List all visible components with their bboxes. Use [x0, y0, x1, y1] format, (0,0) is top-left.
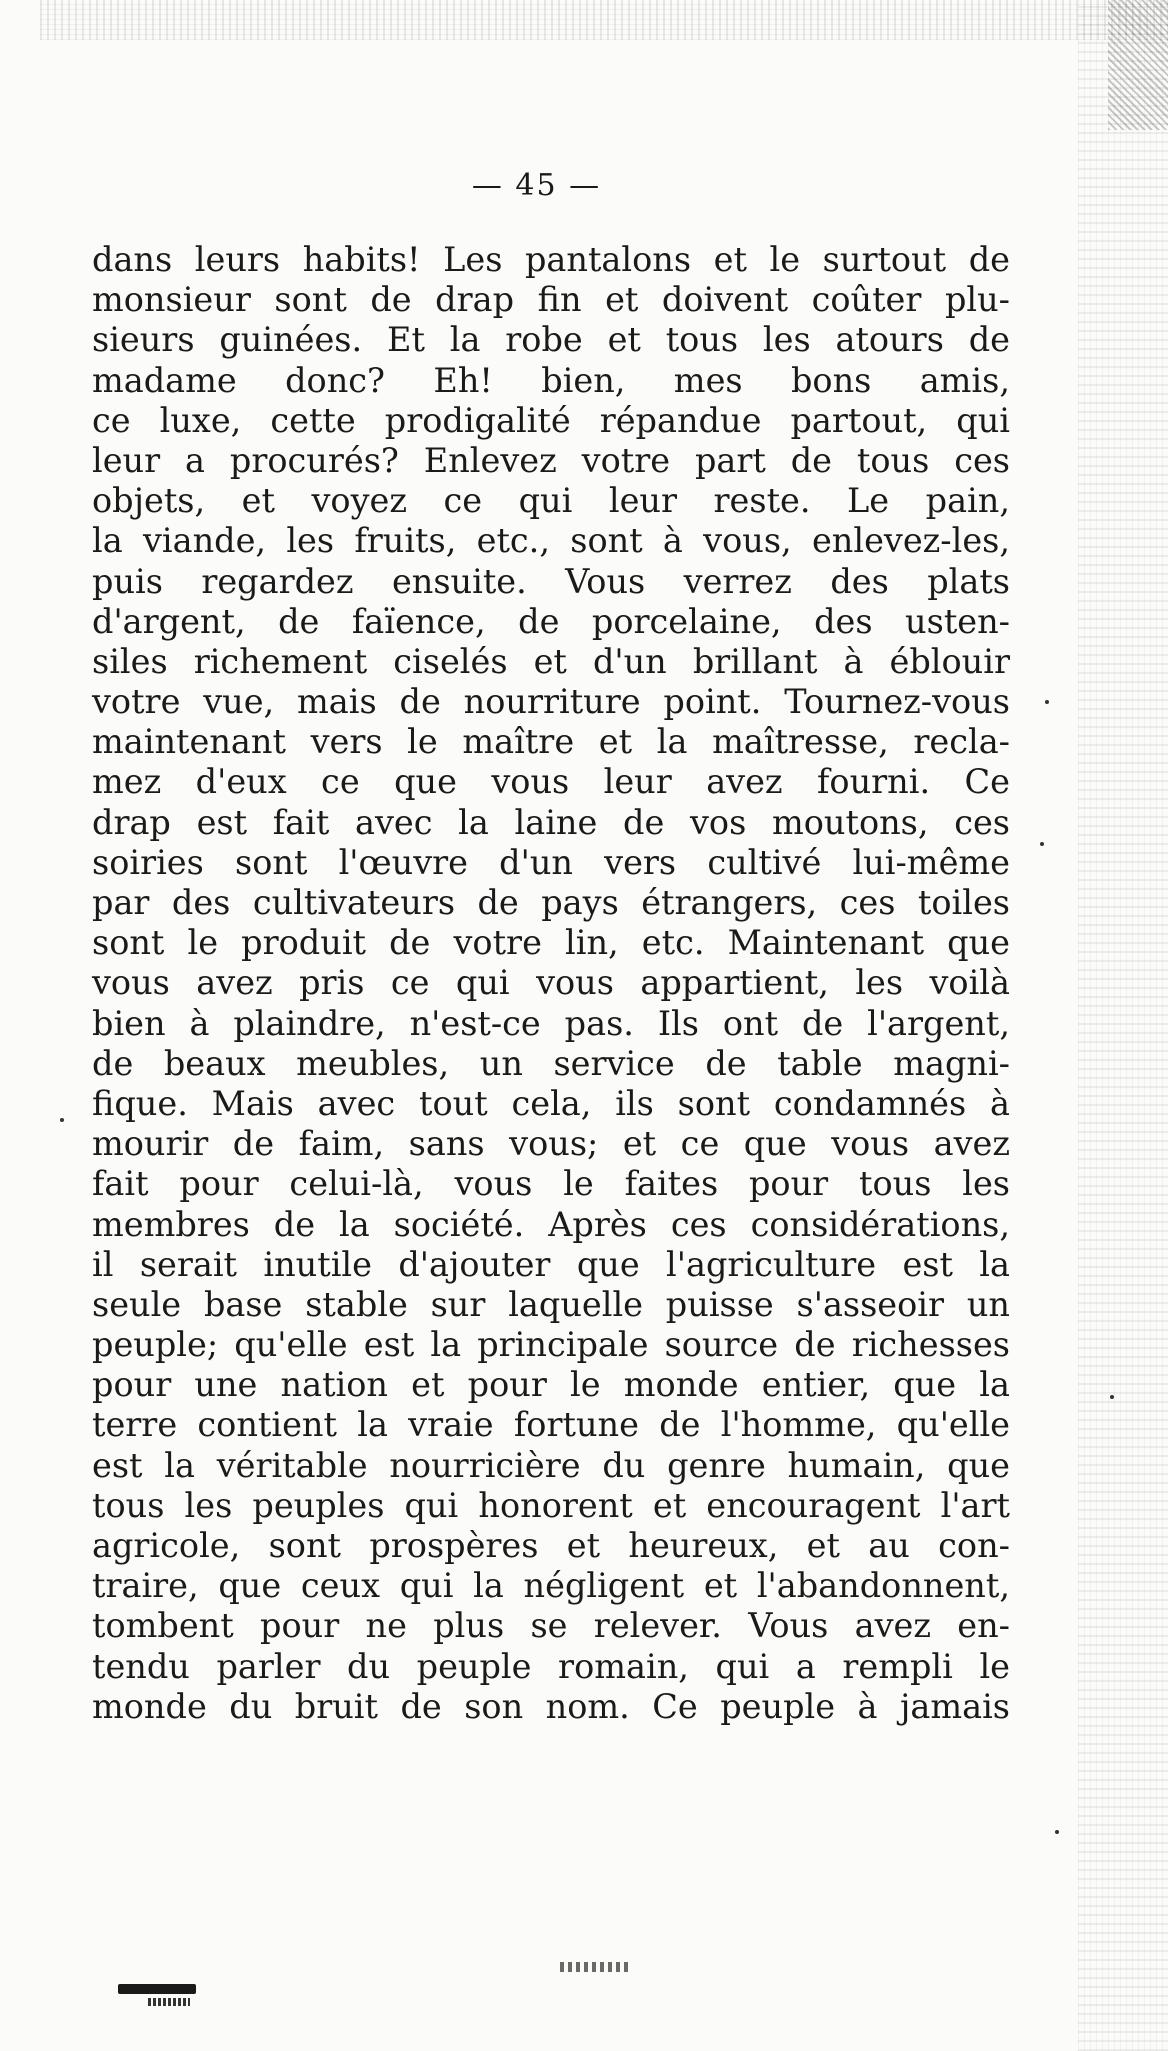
text-line: d'argent, de faïence, de porcelaine, des usten- [92, 601, 1010, 641]
printer-mark [118, 1984, 196, 1994]
text-line: il serait inutile d'ajouter que l'agriculture est la [92, 1244, 1010, 1284]
text-line: siles richement ciselés et d'un brillant à éblouir [92, 641, 1010, 681]
text-line: dans leurs habits! Les pantalons et le surtout de [92, 240, 1010, 279]
text-line: leur a procurés? Enlevez votre part de tous ces [92, 440, 1010, 480]
text-line: mourir de faim, sans vous; et ce que vous avez [92, 1124, 1010, 1164]
speck [1110, 1395, 1114, 1399]
text-line: soiries sont l'œuvre d'un vers cultivé lui-même [92, 842, 1010, 882]
text-line: tous les peuples qui honorent et encouragent l'art [92, 1485, 1010, 1525]
text-line: drap est fait avec la laine de vos moutons, ces [92, 802, 1010, 842]
text-line: maintenant vers le maître et la maîtresse, recla- [92, 722, 1010, 762]
text-line: tombent pour ne plus se relever. Vous avez en- [92, 1606, 1010, 1646]
text-line: agricole, sont prospères et heureux, et au con- [92, 1526, 1010, 1565]
text-line: monsieur sont de drap fin et doivent coûter plu- [92, 280, 1010, 320]
text-line: puis regardez ensuite. Vous verrez des plats [92, 561, 1010, 601]
text-line: est la véritable nourricière du genre humain, que [92, 1445, 1010, 1485]
text-line: sieurs guinées. Et la robe et tous les atours de [92, 320, 1010, 360]
body-text [92, 240, 1010, 1727]
text-line: mez d'eux ce que vous leur avez fourni. Ce [92, 762, 1010, 802]
scan-noise-right [1078, 0, 1168, 2051]
text-line: par des cultivateurs de pays étrangers, ces toiles [92, 883, 1010, 922]
text-line: peuple; qu'elle est la principale source de richesses [92, 1325, 1010, 1365]
text-line: fait pour celui-là, vous le faites pour tous les [92, 1164, 1010, 1204]
text-line: membres de la société. Après ces considérations, [92, 1204, 1010, 1244]
text-line: la viande, les fruits, etc., sont à vous, enlevez-les, [92, 521, 1010, 561]
text-line: vous avez pris ce qui vous appartient, les voilà [92, 963, 1010, 1003]
speck [60, 1118, 64, 1122]
text-line: terre contient la vraie fortune de l'homme, qu'elle [92, 1405, 1010, 1445]
printer-mark-detail [148, 1998, 190, 2006]
text-line: objets, et voyez ce qui leur reste. Le pain, [92, 481, 1010, 521]
speck [1045, 700, 1049, 704]
text-line: de beaux meubles, un service de table magni- [92, 1043, 1010, 1083]
text-line: sont le produit de votre lin, etc. Maintenant que [92, 923, 1010, 963]
speck [1055, 1830, 1059, 1834]
text-line: madame donc? Eh! bien, mes bons amis, [92, 360, 1010, 400]
page-number: — 45 — [471, 168, 602, 203]
text-line: votre vue, mais de nourriture point. Tournez-vous [92, 682, 1010, 722]
speck [1040, 842, 1044, 846]
text-line: bien à plaindre, n'est-ce pas. Ils ont de l'argent, [92, 1003, 1010, 1043]
text-line: tendu parler du peuple romain, qui a rempli le [92, 1646, 1010, 1686]
text-line: seule base stable sur laquelle puisse s'asseoir un [92, 1284, 1010, 1324]
footer-smudge [560, 1962, 630, 1972]
text-line: monde du bruit de son nom. Ce peuple à jamais [92, 1686, 1010, 1726]
scan-noise-corner [1108, 0, 1168, 130]
text-line: traire, que ceux qui la négligent et l'abandonnent, [92, 1566, 1010, 1606]
text-line: fique. Mais avec tout cela, ils sont condamnés à [92, 1083, 1010, 1123]
scan-noise-top [40, 0, 1168, 40]
text-line: pour une nation et pour le monde entier, que la [92, 1365, 1010, 1405]
text-line: ce luxe, cette prodigalité répandue partout, qui [92, 400, 1010, 440]
